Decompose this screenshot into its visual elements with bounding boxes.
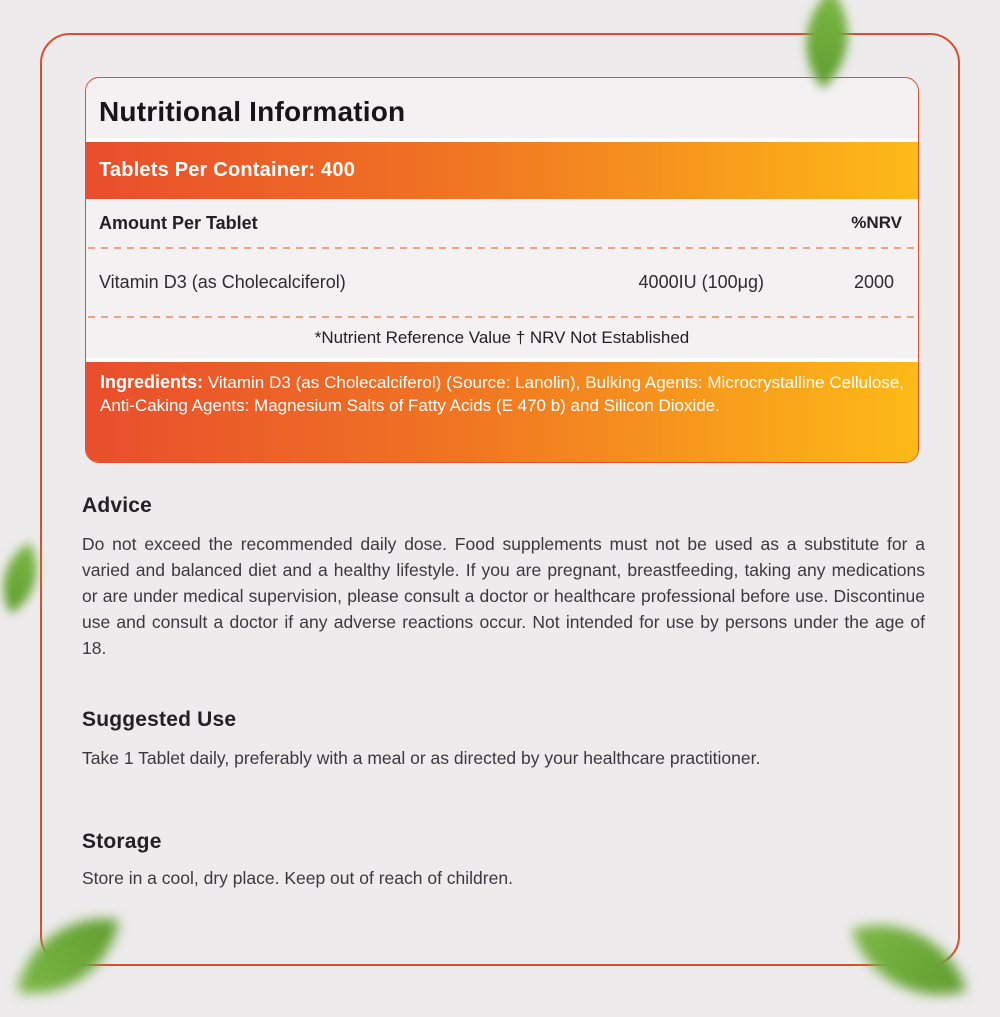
nutrient-nrv: 2000: [853, 272, 894, 292]
nrv-footnote: *Nutrient Reference Value † NRV Not Established: [314, 328, 690, 347]
suggested-use-body: Take 1 Tablet daily, preferably with a meal or as directed by your healthcare practitioner.: [82, 748, 761, 768]
nutrient-name: Vitamin D3 (as Cholecalciferol): [99, 272, 346, 292]
ingredients-block: [86, 362, 918, 463]
tablets-per-container-bar: Tablets Per Container: 400: [86, 142, 918, 199]
nutrition-panel: [85, 77, 919, 463]
ingredients-label: Ingredients:: [100, 372, 204, 392]
info-sections: [82, 463, 925, 891]
storage-body: Store in a cool, dry place. Keep out of reach of children.: [82, 868, 513, 888]
nutrient-amount: 4000IU (100μg): [638, 272, 764, 292]
table-row: [86, 249, 918, 316]
advice-heading: Advice: [82, 494, 153, 517]
advice-body: Do not exceed the recommended daily dose. Food supplements must not be used as a substitute for a varied and balanced diet and a healthy lifestyle. If you are pregnant, breastfeeding, taking any medications or are under medical supervision, please consult a doctor or healthcare professional before use. Discontinue use and consult a doctor if any adverse reactions occur. Not intended for use by persons under the age of 18.: [82, 534, 925, 658]
nrv-header: %NRV: [851, 213, 902, 232]
suggested-use-heading: Suggested Use: [82, 708, 237, 731]
storage-heading: Storage: [82, 830, 162, 853]
panel-title: Nutritional Information: [99, 96, 406, 127]
amount-per-tablet-header: Amount Per Tablet: [99, 212, 258, 233]
table-header-row: [86, 199, 918, 247]
ingredients-text: Vitamin D3 (as Cholecalciferol) (Source: Lanolin), Bulking Agents: Microcrystalline Cellulose, Anti-Caking Agents: Magnesium Salts of Fatty Acids (E 470 b) and Silicon Dioxide.: [100, 373, 904, 415]
